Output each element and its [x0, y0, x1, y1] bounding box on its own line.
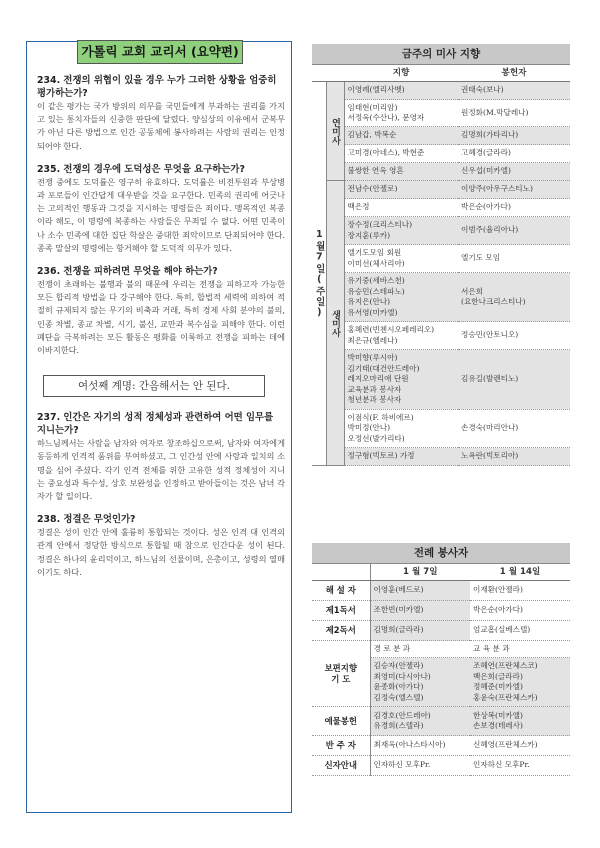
service-name-jan7: 조한빈(미카엘): [370, 601, 470, 621]
question-238: 238. 정결은 무엇인가?: [37, 514, 136, 526]
mass-row-yeon: [312, 100, 570, 127]
mass-row-yeon: [312, 82, 570, 100]
prayer-names-jan14: 조혜연(프란체스코) 백은희(글라라) 정혜준(미카엘) 홍윤숙(프란체스카): [470, 658, 570, 707]
prayer-head-jan14: 교 육 분 과: [470, 641, 570, 658]
service-role: 제1독서: [312, 601, 370, 621]
service-row-offering: [312, 707, 570, 736]
service-row-offering-jan7: 김경호(안드레아) 유경희(스텔라): [370, 707, 470, 736]
mass-intentions-title: 금주의 미사 지향: [312, 44, 570, 65]
mass-intention-cell: 박미향(루시아) 김기태(대건안드레아) 레지오마리애 단원 교육분과 봉사자 청년분과 봉사자: [344, 350, 458, 410]
service-row-accompanist-role: 반 주 자: [312, 736, 370, 756]
section-saeng-misa: 생미사: [326, 181, 344, 466]
service-row-usher-jan14: 인자하신 모후Pr.: [470, 756, 570, 776]
service-name-jan7: 이영훈(베드로): [370, 581, 470, 601]
service-row-accompanist: [312, 736, 570, 756]
mass-row-saeng: [312, 448, 570, 466]
mass-row-saeng: [312, 273, 570, 322]
mass-offerer-cell: 손경숙(마리안나): [458, 409, 570, 448]
mass-row-saeng: [312, 181, 570, 199]
mass-row-yeon: [312, 145, 570, 163]
mass-row-yeon: [312, 163, 570, 181]
question-235: 235. 전쟁의 경우에 도덕성은 무엇을 요구하는가?: [37, 163, 245, 175]
mass-offerer-cell: 원정화(M.막달레나): [458, 100, 570, 127]
mass-offerer-cell: 이양주(아우구스티노): [458, 181, 570, 199]
service-role: 제2독서: [312, 621, 370, 641]
service-role: 해 설 자: [312, 581, 370, 601]
mass-intention-cell: 김남갑, 박복순: [344, 127, 458, 145]
mass-intention-cell: 임태현(미리암) 서정옥(수산나), 문영자: [344, 100, 458, 127]
service-name-jan14: 박은순(아가다): [470, 601, 570, 621]
mass-offerer-cell: 정승민(안토니오): [458, 322, 570, 350]
date-jan-7: 1 월 7일: [370, 564, 470, 581]
service-name-jan7: 김명희(글라라): [370, 621, 470, 641]
mass-offerer-cell: 박은순(아가다): [458, 199, 570, 217]
mass-offerer-cell: 신우섭(미카엘): [458, 163, 570, 181]
col-intention: 지향: [344, 65, 458, 82]
date-jan-14: 1 월 14일: [470, 564, 570, 581]
service-role-prayer: 보편지향 기 도: [312, 641, 370, 707]
answer-234: 이 같은 평가는 국가 방위의 의무를 국민들에게 부과하는 권리를 가지고 있는 통치자들의 신중한 판단에 달렸다. 양심상의 이유에서 군복무가 아닌 다른 방법으로 인간 공동체에 봉사하려는 사람의 권리는 인정되어야 한다.: [37, 101, 285, 151]
answer-235: 전쟁 중에도 도덕률은 영구히 유효하다. 도덕률은 비전투원과 부상병과 포로들이 인간답게 대우받을 것을 요구한다. 민족의 권리에 어긋나는 고의적인 행동과 그것을 지시하는 명령들은 죄이다. 맹목적인 복종이라 해도, 이 명령에 복종하는 사람들은 무죄일 수 없다. 어떤 민족이나 소수 민족에 대한 집단 학살은 중대한 죄악이므로 단죄되어야 한다. 종족 말살의 명령에는 항거해야 할 도덕적 의무가 있다.: [37, 176, 285, 253]
mass-offerer-cell: 이범주(율리아나): [458, 217, 570, 245]
mass-intention-cell: 백은정: [344, 199, 458, 217]
catechism-title: 가톨릭 교회 교리서 (요약편): [77, 40, 243, 64]
mass-intention-cell: 불쌍한 연옥 영혼: [344, 163, 458, 181]
mass-intention-cell: 장수정(크리스티나) 장지훈(루카): [344, 217, 458, 245]
section-yeon-misa: 연미사: [326, 82, 344, 181]
mass-row-yeon: [312, 127, 570, 145]
service-row-prayer-head: [312, 641, 570, 658]
mass-intentions-panel: [312, 44, 570, 466]
question-234: 234. 전쟁의 위협이 있을 경우 누가 그러한 상황을 엄중히 평가하는가?: [37, 75, 277, 99]
answer-236: 전쟁이 초래하는 불행과 불의 때문에 우리는 전쟁을 피하고자 가능한 모든 합리적 방법을 다 강구해야 한다. 특히, 합법적 세력에 의하여 적절히 규제되지 않는 무기의 비축과 거래, 특히 경제 사회 분야의 불의, 인종 차별, 종교 차별, 시기, 불신, 교만과 복수심을 피해야 한다. 이런 폐단을 극복하려는 모든 활동은 평화를 이룩하고 전쟁을 피하는 데에 이바지한다.: [37, 279, 285, 356]
service-row-usher-role: 신자안내: [312, 756, 370, 776]
liturgy-servers-table: [312, 564, 570, 776]
service-row-usher-jan7: 인자하신 모후Pr.: [370, 756, 470, 776]
service-name-jan14: 이재환(안젤라): [470, 581, 570, 601]
mass-intention-cell: 엘기도모임 회원 이미선(체사리아): [344, 245, 458, 273]
mass-offerer-cell: 고혜경(글라라): [458, 145, 570, 163]
catechism-panel: [26, 41, 292, 813]
mass-intention-cell: 이영례(엘리사벳): [344, 82, 458, 100]
mass-row-saeng: [312, 322, 570, 350]
mass-intention-cell: 고미경(아네스), 박현준: [344, 145, 458, 163]
mass-intention-cell: 이점식(F. 하비에르) 박미정(안나) 오정선(발가리타): [344, 409, 458, 448]
service-row: [312, 601, 570, 621]
mass-row-saeng: [312, 409, 570, 448]
mass-offerer-cell: 김명희(가타리나): [458, 127, 570, 145]
mass-offerer-cell: 권태숙(보나): [458, 82, 570, 100]
service-row: [312, 621, 570, 641]
mass-row-saeng: [312, 217, 570, 245]
question-236: 236. 전쟁을 피하려면 무엇을 해야 하는가?: [37, 266, 218, 278]
answer-238: 정결은 성이 인간 안에 훌륭히 통합되는 것이다. 성은 인격 대 인격의 관계 안에서 정당한 방식으로 통합될 때 참으로 인간다운 성이 된다. 정결은 하나의 윤리덕이고, 하느님의 선물이며, 은총이고, 성령의 열매이기도 하다.: [37, 527, 285, 577]
mass-row-saeng: [312, 245, 570, 273]
mass-intention-cell: 정구형(빅토르) 가정: [344, 448, 458, 466]
mass-row-saeng: [312, 199, 570, 217]
sixth-commandment-box: 여섯째 계명: 간음해서는 안 된다.: [43, 375, 265, 397]
service-name-jan14: 엄교흠(실베스텔): [470, 621, 570, 641]
service-row-usher: [312, 756, 570, 776]
service-row-offering-jan14: 한상복(미카엘) 손보경(테레사): [470, 707, 570, 736]
mass-intention-cell: 유기중(세바스천) 유승민(스테파노) 유지은(안나) 유서영(미카엘): [344, 273, 458, 322]
mass-offerer-cell: 김유길(발렌티노): [458, 350, 570, 410]
mass-intention-cell: 전남수(안젤로): [344, 181, 458, 199]
service-row-accompanist-jan14: 신혜영(프란체스카): [470, 736, 570, 756]
col-offerer: 봉헌자: [458, 65, 570, 82]
prayer-head-jan7: 경 로 분 과: [370, 641, 470, 658]
question-237: 237. 인간은 자기의 성적 정체성과 관련하여 어떤 임무를 지니는가?: [37, 412, 274, 437]
liturgy-servers-title: 전례 봉사자: [312, 543, 570, 564]
mass-intention-cell: 홍혜련(빈첸시오페레리오) 최은규(헬레나): [344, 322, 458, 350]
mass-row-saeng: [312, 350, 570, 410]
service-row-offering-role: 예물봉헌: [312, 707, 370, 736]
liturgy-servers-panel: [312, 543, 570, 776]
mass-offerer-cell: 노욕란(빅토리아): [458, 448, 570, 466]
mass-offerer-cell: 서은희 (요한나크리스티나): [458, 273, 570, 322]
prayer-names-jan7: 김승자(안젤라) 최영미(다시아나) 윤종화(아가다) 김정숙(엘스텔): [370, 658, 470, 707]
service-row: [312, 581, 570, 601]
catechism-body: [37, 74, 285, 589]
service-row-accompanist-jan7: 최재옥(아나스타시아): [370, 736, 470, 756]
mass-date-label: 1월7일(주일): [312, 82, 326, 466]
mass-header-row: [312, 65, 570, 82]
answer-237: 하느님께서는 사람을 남자와 여자로 창조하십으로써, 남자와 여자에게 동등하게 인격적 품위를 부여하셨고, 그 인간성 안에 사랑과 일치의 소명을 심어 주셨다. 각기 인격 전체를 위한 고유한 성적 정체성이 지니는 중요성과 특수성, 상호 보완성을 인정하고 받아들이는 것은 남녀 각자가 할 일이다.: [37, 438, 285, 502]
mass-intentions-table: [312, 65, 570, 466]
mass-offerer-cell: 엘기도 모임: [458, 245, 570, 273]
